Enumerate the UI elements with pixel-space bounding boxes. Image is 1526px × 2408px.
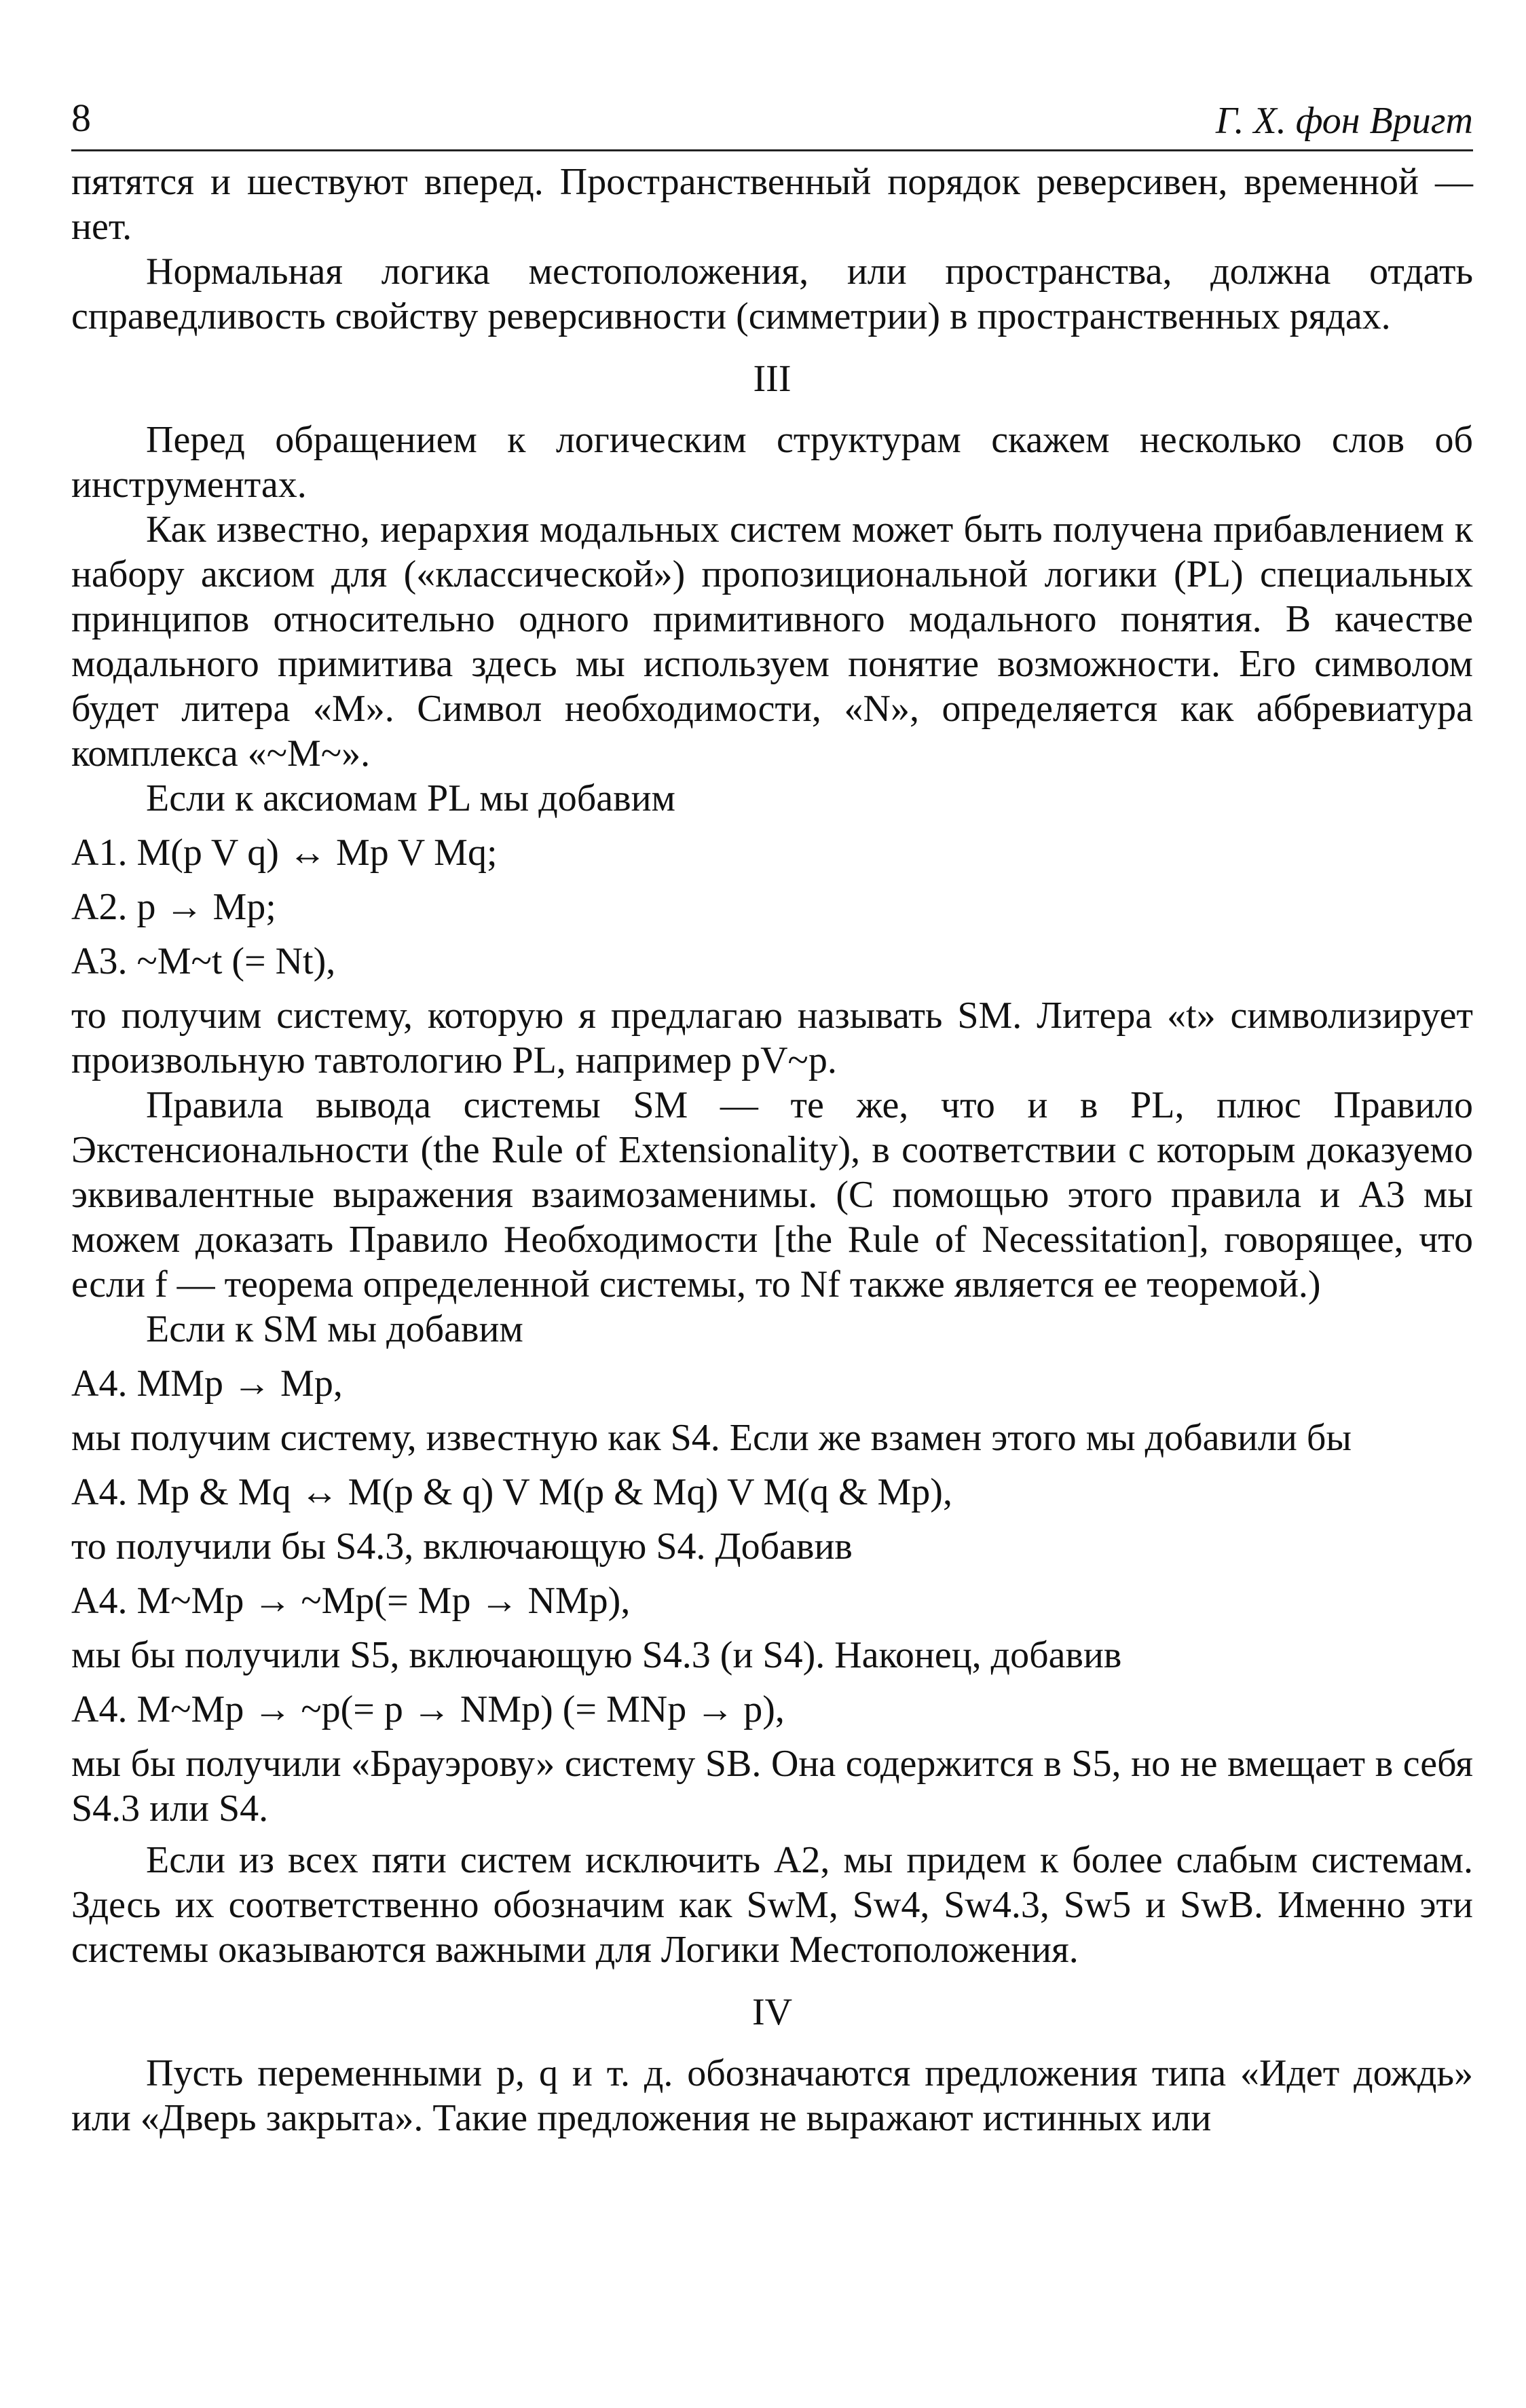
paragraph-9: мы получим систему, известную как S4. Если же взамен этого мы добавили бы — [71, 1417, 1352, 1459]
paragraph-4: Как известно, иерархия модальных систем может быть получена прибавлением к набору аксиом для («классической») пропозициональной логики (PL) специальных принципов относительно одного примитивного модального понятия. В качестве модального примитива здесь мы используем понятие возможности. Его символом будет литера «M». Символ необходимости, «N», определяется как аббревиатура комплекса «~M~». — [71, 508, 1473, 775]
paragraph-11: мы бы получили S5, включающую S4.3 (и S4). Наконец, добавив — [71, 1634, 1122, 1676]
axiom-a4-s5: A4. M~Mp → ~Mp(= Mp → NMp), — [71, 1580, 631, 1622]
paragraph-14: Пусть переменными p, q и т. д. обозначаются предложения типа «Идет дождь» или «Дверь закрыта». Такие предложения не выражают истинных или — [71, 2052, 1473, 2139]
axiom-a3: A3. ~M~t (= Nt), — [71, 940, 336, 982]
axiom-a1: A1. M(p V q) ↔ Mp V Mq; — [71, 832, 498, 874]
section-heading-3: III — [753, 358, 792, 400]
paragraph-5: Если к аксиомам PL мы добавим — [146, 777, 675, 819]
page-header — [71, 95, 1473, 151]
running-head: Г. Х. фон Вригт — [1215, 100, 1473, 142]
paragraph-1: пятятся и шествуют вперед. Пространственный порядок реверсивен, временной — нет. — [71, 161, 1473, 248]
paragraph-2: Нормальная логика местоположения, или пространства, должна отдать справедливость свойству реверсивности (симметрии) в пространственных рядах. — [71, 251, 1473, 337]
paragraph-12: мы бы получили «Брауэрову» систему SB. Она содержится в S5, но не вмещает в себя S4.3 или S4. — [71, 1743, 1473, 1830]
paragraph-6: то получим систему, которую я предлагаю называть SM. Литера «t» символизирует произвольную тавтологию PL, например pV~p. — [71, 995, 1473, 1081]
axiom-a4-s4: A4. MMp → Mp, — [71, 1363, 343, 1405]
paragraph-7: Правила вывода системы SM — те же, что и в PL, плюс Правило Экстенсиональности (the Rule of Extensionality), в соответствии с которым доказуемо эквивалентные выражения взаимозаменимы. (С помощью этого правила и A3 мы можем доказать Правило Необходимости [the Rule of Necessitation], говорящее, что если f — теорема определенной системы, то Nf также является ее теоремой.) — [71, 1084, 1473, 1305]
section-heading-4: IV — [751, 1991, 793, 2033]
page-number: 8 — [71, 96, 91, 140]
axiom-a2: A2. p → Mp; — [71, 886, 276, 928]
paragraph-8: Если к SM мы добавим — [146, 1308, 523, 1350]
paragraph-3: Перед обращением к логическим структурам скажем несколько слов об инструментах. — [71, 419, 1473, 506]
page-body — [71, 160, 1473, 2141]
axiom-a4-sb: A4. M~Mp → ~p(= p → NMp) (= MNp → p), — [71, 1688, 785, 1730]
paragraph-10: то получили бы S4.3, включающую S4. Добавив — [71, 1525, 853, 1568]
axiom-a4-s43: A4. Mp & Mq ↔ M(p & q) V M(p & Mq) V M(q & Mp), — [71, 1471, 952, 1513]
paragraph-13: Если из всех пяти систем исключить A2, мы придем к более слабым системам. Здесь их соответственно обозначим как SwM, Sw4, Sw4.3, Sw5 и SwB. Именно эти системы оказываются важными для Логики Местоположения. — [71, 1839, 1473, 1971]
